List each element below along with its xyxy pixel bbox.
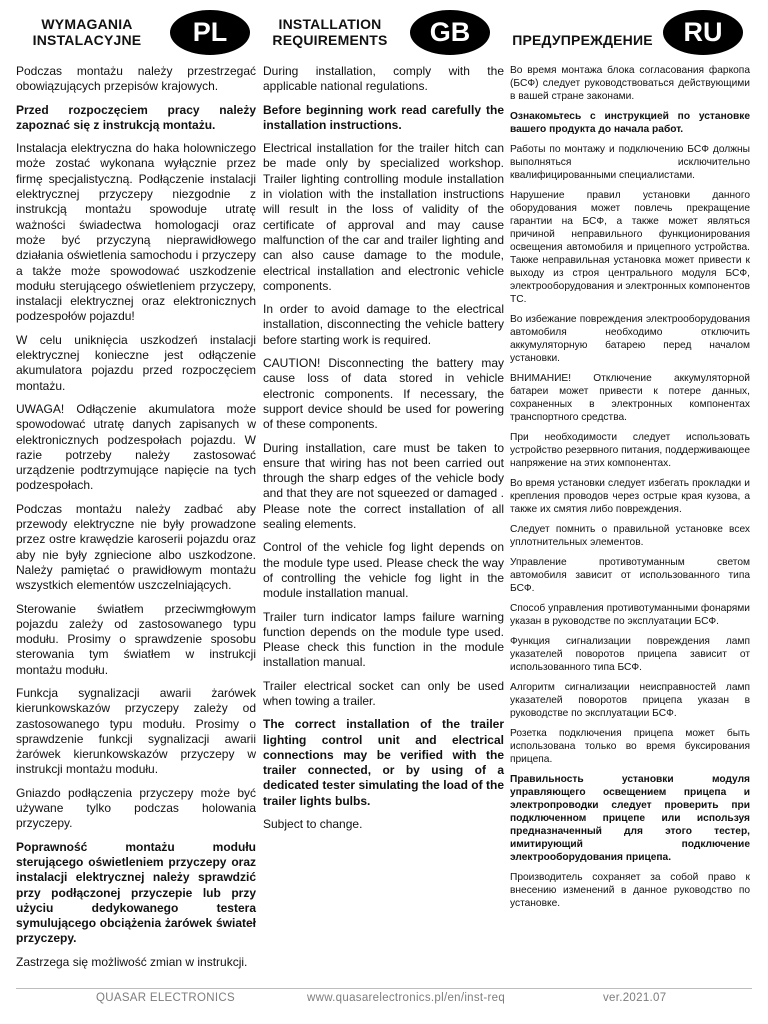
ru-paragraph: При необходимости следует использовать устройство резервного питания, поддерживающее напряжение на этих компонентах. [510,432,750,469]
ru-paragraph: Нарушение правил установки данного оборудования может повлечь прекращение гарантии на БСФ, а также может являться причиной неправильного функционирования освещения автомобиля и прицепного устройства. Также неправильная установка может привести к выходу из строя центрального модуля БСФ, электрооборудования и электронных компонентов ТС. [510,190,751,305]
footer-divider [16,988,752,989]
polish-language-badge: PL [170,10,250,55]
ru-paragraph: Алгоритм сигнализации неисправностей ламп указателей поворотов прицепа указан в руководстве по эксплуатации БСФ. [510,682,750,719]
pl-paragraph: Podczas montażu należy przestrzegać obowiązujących przepisów krajowych. [16,64,256,94]
pl-paragraph: Instalacja elektryczna do haka holowniczego może zostać wykonana wyłącznie przez firmę specjalistyczną. Podłączenie instalacji elektrycznej przyczepy niezgodnie z instrukcją montażu spowoduje utratę ważności świadectwa homologacji oraz może być przyczyną nieprawidłowego działania oświetlenia samochodu i przyczepy a także może spowodować uszkodzenie modułu sterującego oświetleniem przyczepy, instalacji elektrycznej oraz elektronicznych podzespołów pojazdu! [16,141,256,324]
pl-paragraph: W celu uniknięcia uszkodzeń instalacji elektrycznej konieczne jest odłączenie akumulatora pojazdu przed rozpoczęciem montażu. [16,332,256,393]
column-english [263,8,504,840]
pl-paragraph: Poprawność montażu modułu sterującego oświetleniem przyczepy oraz instalacji elektrycznej należy sprawdzić przy podłączonej przyczepie lub przy użyciu dedykowanego testera symulującego obciążenia żarówek świateł przyczepy. [16,839,256,946]
ru-paragraph: Следует помнить о правильной установке всех уплотнительных элементов. [510,524,750,548]
gb-paragraph: Trailer electrical socket can only be used when towing a trailer. [263,678,504,708]
pl-paragraph: Podczas montażu należy zadbać aby przewody elektryczne nie były prowadzone przez ostre krawędzie karoserii pojazdu oraz aby nie były zgniecione albo uszkodzone. Należy pamiętać o prawidłowym montażu wszystkich elementów uszczelniających. [16,501,256,593]
column-polish [16,8,256,978]
english-body [263,64,504,832]
gb-paragraph: During installation, comply with the applicable national regulations. [263,64,504,94]
english-header [263,8,504,64]
gb-paragraph: Subject to change. [263,817,363,832]
ru-paragraph: Управление противотуманным светом автомобиля зависит от использованного типа БСФ. [510,557,750,594]
ru-paragraph: Во время установки следует избегать прокладки и крепления проводов через острые края кузова, а также их смятия либо повреждения. [510,478,750,515]
russian-body [510,64,750,910]
ru-paragraph: Работы по монтажу и подключению БСФ должны выполняться исключительно квалифицированными специалистами. [510,144,750,181]
pl-paragraph: Przed rozpoczęciem pracy należy zapoznać się z instrukcją montażu. [16,102,256,132]
pl-paragraph: UWAGA! Odłączenie akumulatora może spowodować utratę danych zapisanych w elektronicznych podzespołach pojazdu. W razie potrzeby należy zastosować urządzenie podtrzymujące napięcie na tych podzespołach. [16,401,256,493]
ru-paragraph: Ознакомьтесь с инструкцией по установке вашего продукта до начала работ. [510,111,750,135]
ru-paragraph: Правильность установки модуля управляющего освещением прицепа и электропроводки следует проверить при подключенном прицепе или используя предназначенный для этого тестер, имитирующий подключение электрооборудования прицепа. [510,774,750,863]
gb-paragraph: Before beginning work read carefully the installation instructions. [263,102,504,132]
column-russian [510,8,750,917]
english-language-badge: GB [410,10,490,55]
russian-language-badge: RU [663,10,743,55]
gb-paragraph: During installation, care must be taken to ensure that wiring has not been carried out through the sharp edges of the vehicle body and that they are not squeezed or damaged . Please note the correct installation of all sealing elements. [263,440,504,532]
pl-paragraph: Funkcja sygnalizacji awarii żarówek kierunkowskazów przyczepy zależy od zastosowanego typu modułu. Prosimy o sprawdzenie funkcji sygnalizacji awarii żarówek kierunkowskazów przyczepy w instrukcji montażu modułu. [16,685,256,777]
footer-url[interactable]: www.quasarelectronics.pl/en/inst-req [307,992,506,1004]
russian-header [510,8,750,64]
gb-paragraph: CAUTION! Disconnecting the battery may cause loss of data stored in vehicle electronic components. If necessary, the support device should be used for powering of these components. [263,356,504,432]
gb-paragraph: Trailer turn indicator lamps failure warning function depends on the module type used. Please check this function in the module installation manual. [263,609,504,670]
gb-paragraph: In order to avoid damage to the electrical installation, disconnecting the vehicle battery before starting work is required. [263,302,504,347]
polish-body [16,64,256,970]
polish-header [16,8,256,64]
polish-title: WYMAGANIA INSTALACYJNE [32,16,142,48]
english-title: INSTALLATION REQUIREMENTS [272,16,388,48]
russian-title: ПРЕДУПРЕЖДЕНИЕ [512,32,653,48]
gb-paragraph: Electrical installation for the trailer hitch can be made only by specialized workshop. Trailer lighting controlling module installation in violation with the installation instructions will result in the loss of validity of the certificate of approval and may cause malfunction of the car and trailer lighting and can also cause damage to the module, electrical installation and electronic vehicle components. [263,141,504,293]
ru-paragraph: Способ управления противотуманными фонарями указан в руководстве по эксплуатации БСФ. [510,603,750,627]
pl-paragraph: Gniazdo podłączenia przyczepy może być używane tylko podczas holowania przyczepy. [16,785,256,831]
ru-paragraph: Функция сигнализации повреждения ламп указателей поворотов прицепа зависит от использованного типа БСФ. [510,636,750,673]
ru-paragraph: Производитель сохраняет за собой право к внесению изменений в данное руководство по установке. [510,872,750,909]
ru-paragraph: Розетка подключения прицепа может быть использована только во время буксирования прицепа. [510,728,750,765]
gb-paragraph: Control of the vehicle fog light depends on the module type used. Please check the way of controlling the vehicle fog light in the module installation manual. [263,540,504,601]
footer-company: QUASAR ELECTRONICS [96,992,235,1004]
ru-paragraph: Во время монтажа блока согласования фаркопа (БСФ) следует руководствоваться действующими в вашей стране законами. [510,65,750,102]
ru-paragraph: Во избежание повреждения электрооборудования автомобиля необходимо отключить аккумуляторную батарею перед началом установки. [510,314,750,364]
pl-paragraph: Sterowanie światłem przeciwmgłowym pojazdu zależy od zastosowanego typu modułu. Prosimy o sprawdzenie sposobu sterowania tym światłem w instrukcji montażu modułu. [16,601,256,677]
footer-version: ver.2021.07 [603,992,667,1004]
pl-paragraph: Zastrzega się możliwość zmian w instrukcji. [16,954,248,969]
gb-paragraph: The correct installation of the trailer lighting control unit and electrical connections may be verified with the trailer connected, or by using of a dedicated tester simulating the load of the trailer lights bulbs. [263,717,504,808]
ru-paragraph: ВНИМАНИЕ! Отключение аккумуляторной батареи может привести к потере данных, сохраненных в электронных компонентах транспортного средства. [510,373,750,423]
